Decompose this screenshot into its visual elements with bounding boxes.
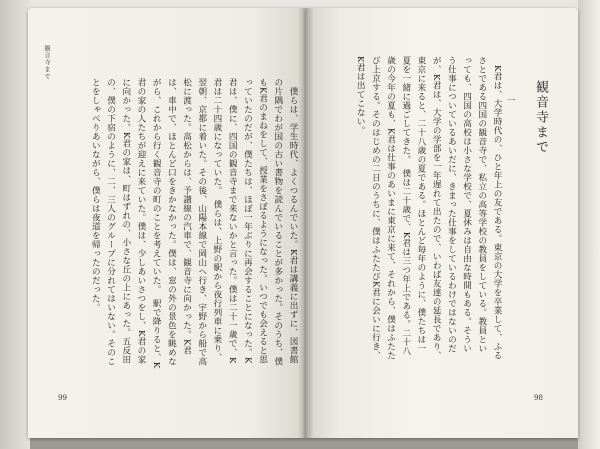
left-page-number: 99	[58, 394, 67, 402]
right-page-body-text: K君は、大学時代の、ひと年上の友である。東京の大学を卒業して、ふるさとである四国の観音寺で、私立の高等学校の教員をしている。教員といっても、四国の高校は小さな学校で、夏休みは自由な時間もある。そういう仕事についているあいだに、きまった仕事をしているわけではないのだが、K君は、大学の学部を一年遅れて出たので、いわば友達の延長であり、東京に来ると、二十八歳の夏である。ほとんど毎年のように、僕たちは一夏を一緒に過ごしてきた。 僕は二十歳で、K君は三つ年上である。二十八歳の今年の夏も、K君は仕事のあいまに東京に来て、それから、僕はふたたび上京する。そのはじめの二日のうちに、僕はふたたびK君に会いに行き、K君は出てこない。	[355, 56, 502, 360]
chapter-title: 観音寺まで	[533, 80, 548, 155]
right-page-number: 98	[534, 394, 543, 402]
backdrop-left	[0, 0, 30, 449]
left-page-body-text: 僕らは、学生時代、よくつるんでいた。K君は講義に出ずに、図書館の片隅でわが国の古い書物を読んでいることが多かった。そのうち、僕もK君のまねをして、授業をさぼるようになった。いつでも会えると思っていたのだが、僕たちは、ほぼ一年ぶりに再会することになった。K君は、僕に、四国の観音寺まで来ないかと言った。僕は二十一歳で、K君は二十四歳になっていた。 僕らは、上野の駅から夜行列車に乗り、翌朝、京都に着いた。その後、山陽本線で岡山へ行き、宇野から船で高松に渡った。高松からは、予讃線の汽車で、観音寺に向かった。K君は、車中で、ほとんど口をきかなかった。僕は、窓の外の景色を眺めながら、これから行く観音寺の町のことを考えていた。 駅で降りると、K君の家の人たちが迎えに来ていた。僕は、少しあいさつをし、K君の家に向かった。K君の家は、町はずれの、小さな丘の上にあった。五反田の、僕の下宿のように、二、三人のグループに分れてはいない。そのことをしゃべりあいながら、僕らは夜道を帰ったのだった。	[90, 78, 298, 369]
right-page	[306, 8, 578, 438]
running-header: 観音寺まで	[43, 45, 50, 80]
left-page	[28, 8, 306, 438]
backdrop-right	[578, 0, 600, 449]
book-gutter	[298, 8, 314, 438]
section-number: 一	[505, 96, 515, 105]
